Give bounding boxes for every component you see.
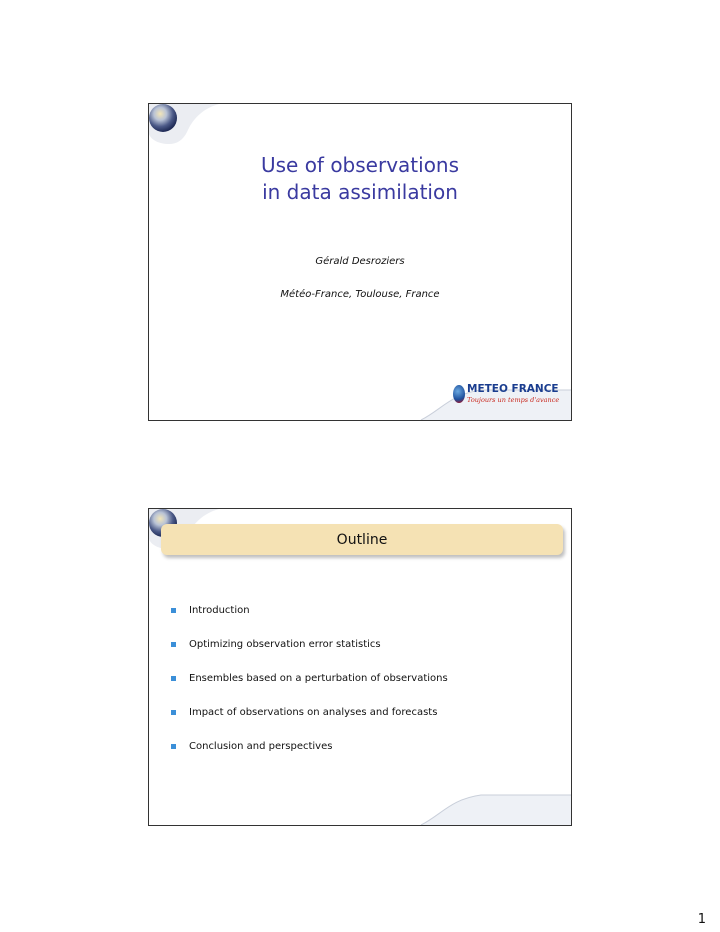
logo-globe-icon [453,385,465,403]
square-bullet-icon [171,744,176,749]
square-bullet-icon [171,608,176,613]
author-affiliation: Météo-France, Toulouse, France [280,289,440,300]
square-bullet-icon [171,676,176,681]
outline-item [171,707,448,741]
title-slide [148,103,572,421]
logo-name: METEO FRANCE [467,383,559,395]
slide-title-line-1: Use of observations [260,153,460,177]
outline-item-label: Conclusion and perspectives [189,741,333,752]
logo-tagline: Toujours un temps d'avance [467,396,560,404]
page-number: 1 [697,912,706,927]
author-name: Gérald Desroziers [315,256,405,267]
outline-item [171,741,448,775]
outline-list [171,605,448,775]
outline-item [171,639,448,673]
meteo-france-logo [453,384,559,406]
outline-item-label: Impact of observations on analyses and forecasts [189,707,438,718]
outline-title: Outline [336,531,388,548]
outline-item [171,605,448,639]
outline-header-band [161,524,563,555]
outline-item-label: Ensembles based on a perturbation of observations [189,673,448,684]
outline-slide [148,508,572,826]
outline-item-label: Optimizing observation error statistics [189,639,381,650]
square-bullet-icon [171,642,176,647]
outline-item-label: Introduction [189,605,250,616]
corner-swoosh-decoration [391,785,571,825]
outline-item [171,673,448,707]
slide-title-line-2: in data assimilation [262,180,458,204]
square-bullet-icon [171,710,176,715]
